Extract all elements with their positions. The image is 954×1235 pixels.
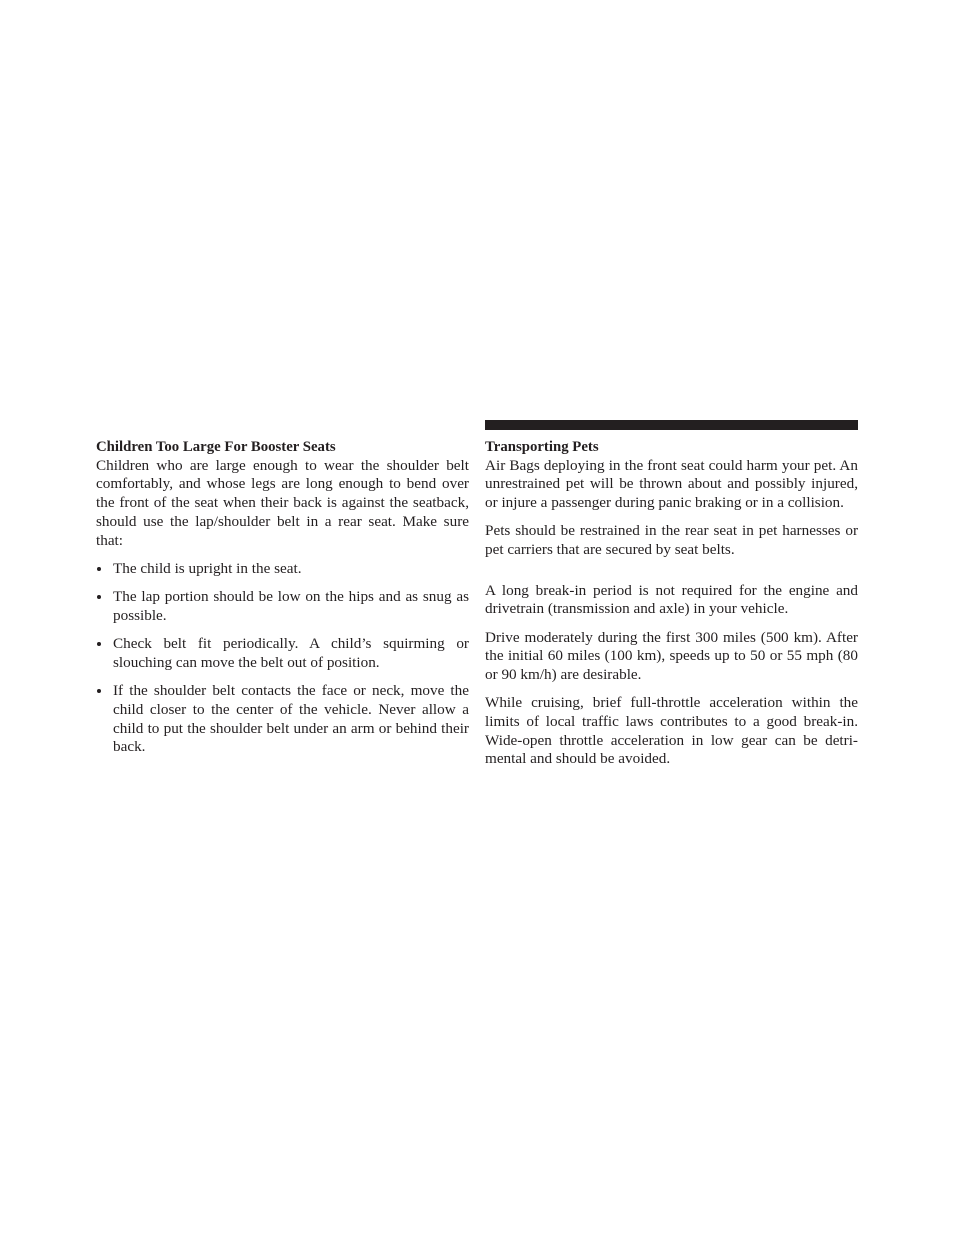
checklist-item [96, 560, 469, 579]
section-spacer [485, 560, 858, 582]
checklist-item [96, 635, 469, 672]
section-heading-booster: Children Too Large For Booster Seats [96, 439, 336, 455]
pets-paragraph: Air Bags deploying in the front seat could harm your pet. An unrestrained pet will be thrown about and possibly injured, or injure a passenger during panic braking or in a collision. [485, 456, 858, 512]
pets-paragraph: Pets should be restrained in the rear seat in pet harnesses or pet carriers that are secured by seat belts. [485, 522, 858, 559]
section-rule-bar [485, 420, 858, 430]
checklist-item-text: If the shoulder belt contacts the face or neck, move the child closer to the center of the vehicle. Never allow a child to put the shoulder belt under an arm or behind their back. [113, 682, 469, 756]
right-column [485, 438, 858, 769]
bullet-icon [97, 567, 101, 571]
bullet-icon [97, 642, 101, 646]
left-column [96, 438, 469, 767]
bullet-icon [97, 595, 101, 599]
section-heading-pets: Transporting Pets [485, 439, 599, 455]
checklist-item-text: The child is upright in the seat. [113, 560, 302, 578]
checklist-item-text: Check belt fit periodically. A child’s squirming or slouching can move the belt out of position. [113, 635, 469, 672]
checklist-item-text: The lap portion should be low on the hips and as snug as possible. [113, 588, 469, 625]
checklist-item [96, 588, 469, 625]
break-in-paragraph: A long break-in period is not required for the engine and drivetrain (transmission and axle) in your vehicle. [485, 581, 858, 618]
break-in-paragraph: Drive moderately during the first 300 miles (500 km). After the initial 60 miles (100 km), speeds up to 50 or 55 mph (80 or 90 km/h) are desirable. [485, 628, 858, 684]
booster-intro-paragraph: Children who are large enough to wear the shoulder belt comfortably, and whose legs are long enough to bend over the front of the seat when their back is against the seatback, should use the lap/shoulder belt in a rear seat. Make sure that: [96, 456, 469, 549]
belt-fit-checklist [96, 560, 469, 757]
checklist-item [96, 682, 469, 757]
bullet-icon [97, 689, 101, 693]
break-in-paragraph: While cruising, brief full-throttle acceleration within the limits of local traffic laws contributes to a good break-in. Wide-open throttle acceleration in low gear can be detri-mental and should be avoided. [485, 694, 858, 768]
